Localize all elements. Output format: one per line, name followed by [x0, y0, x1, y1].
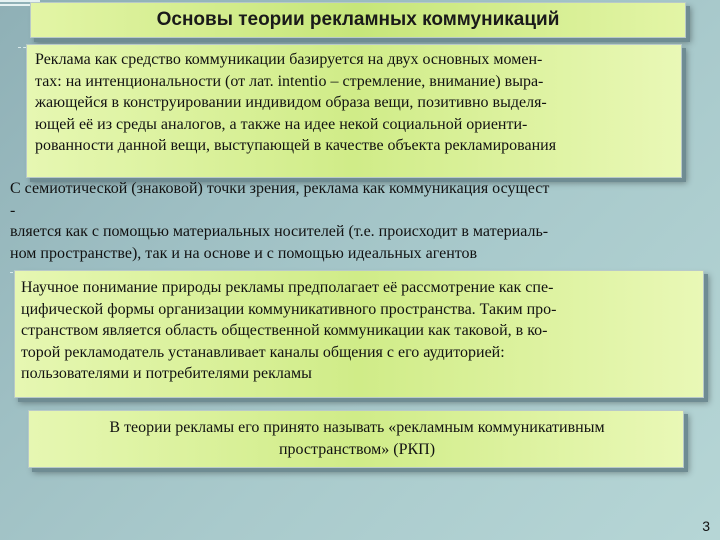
paragraph-block-2: [0, 178, 720, 270]
paragraph-box-4: [28, 410, 684, 468]
title-box: [30, 2, 686, 38]
slide-title: Основы теории рекламных коммуникаций: [156, 9, 560, 30]
paragraph-2: С семиотической (знаковой) точки зрения, реклама как коммуникация осущест - вляется как с помощью материальных носителей (т.е. происходит в материаль- ном пространстве), так и на основе и с помощью идеальных агентов: [10, 180, 550, 262]
paragraph-box-3: [14, 270, 704, 398]
paragraph-3: Научное понимание природы рекламы предполагает её рассмотрение как спе- цифической формы организации коммуникативного пространства. Таким про- странством является область общественной коммуникации как таковой, в ко- торой рекламодатель устанавливает каналы общения с его аудиторией: пользователями и потребителями рекламы: [21, 279, 557, 382]
paragraph-1: Реклама как средство коммуникации базируется на двух основных момен- тах: на интенциональности (от лат. intentio – стремление, внимание) выра- жающейся в конструировании индивидом образа вещи, позитивно выделя- ющей её из среды аналогов, а также на идее некой социальной ориенти- рованности данной вещи, выступающей в качестве объекта рекламирования: [35, 51, 557, 154]
paragraph-4: В теории рекламы его принято называть «рекламным коммуникативным пространством» (РКП): [109, 419, 605, 458]
page-number: 3: [702, 518, 710, 534]
paragraph-box-1: [26, 44, 682, 178]
